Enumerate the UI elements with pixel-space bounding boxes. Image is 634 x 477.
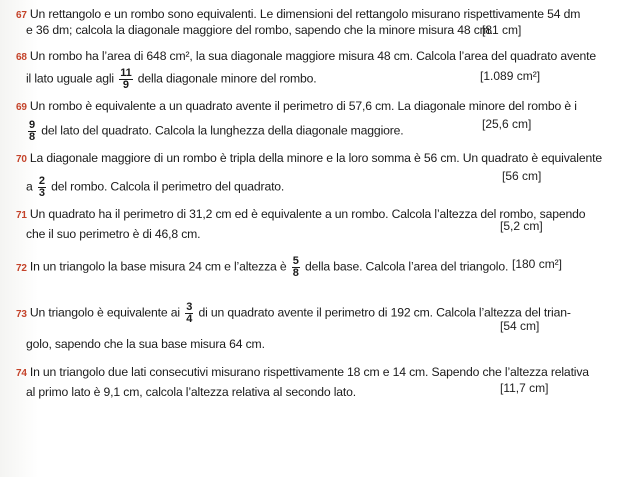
problem-72-line-1 [16, 256, 508, 279]
problem-71-line-2 [26, 226, 200, 242]
problem-text: della diagonale minore del rombo. [137, 71, 317, 86]
problem-text: a [26, 179, 33, 194]
problem-text: Un rettangolo e un rombo sono equivalenti. Le dimensioni del rettangolo misurano rispettivamente 54 dm [29, 7, 581, 21]
fraction: $\frac{9}{8}$ [29, 119, 35, 143]
problem-number: 74 [16, 368, 27, 379]
problem-73-line-1 [16, 302, 571, 325]
problem-number: 69 [16, 102, 27, 113]
problem-text: In un triangolo la base misura 24 cm e l’altezza è [29, 259, 287, 274]
problem-70-answer: [56 cm] [502, 169, 542, 183]
problem-text: golo, sapendo che la sua base misura 64 cm. [26, 337, 265, 351]
problem-67-line-2 [26, 22, 493, 38]
problem-text: che il suo perimetro è di 46,8 cm. [26, 227, 201, 241]
problem-text: della base. Calcola l’area del triangolo. [305, 259, 509, 274]
problem-text: il lato uguale agli [26, 71, 114, 86]
problem-74-line-2 [26, 384, 356, 400]
problem-number: 73 [16, 308, 27, 320]
problem-text: di un quadrato avente il perimetro di 192 cm. Calcola l’altezza del trian- [198, 305, 571, 320]
problem-68-line-2 [26, 68, 316, 91]
problem-text: e 36 dm; calcola la diagonale maggiore del rombo, sapendo che la minore misura 48 cm. [26, 23, 493, 37]
problem-text: La diagonale maggiore di un rombo è tripla della minore e la loro somma è 56 cm. Un quadrato è equivalente [29, 151, 602, 165]
fraction: $\frac{11}{9}$ [120, 67, 132, 91]
problem-74-answer: [11,7 cm] [500, 381, 549, 395]
problem-number: 70 [16, 154, 27, 165]
problem-text: del lato del quadrato. Calcola la lunghezza della diagonale maggiore. [41, 123, 404, 138]
problem-text: Un quadrato ha il perimetro di 31,2 cm ed è equivalente a un rombo. Calcola l’altezza del rombo, sapendo [29, 207, 586, 221]
problem-69-answer: [25,6 cm] [482, 117, 532, 131]
problem-68-line-1 [16, 48, 596, 66]
fraction: $\frac{2}{3}$ [38, 175, 45, 199]
problem-71-answer: [5,2 cm] [500, 219, 543, 233]
problem-70-line-2 [26, 176, 284, 199]
fraction: $\frac{5}{8}$ [292, 255, 299, 279]
problem-70-line-1 [16, 150, 602, 168]
problem-69-line-1 [16, 98, 577, 116]
problem-text: del rombo. Calcola il perimetro del quadrato. [51, 179, 285, 194]
problem-72-answer: [180 cm²] [512, 257, 563, 271]
problem-text: In un triangolo due lati consecutivi misurano rispettivamente 18 cm e 14 cm. Sapendo che l’altezza relativa [29, 365, 589, 379]
problem-67-answer: [81 cm] [482, 23, 522, 37]
problem-number: 67 [16, 10, 27, 21]
problem-text: Un triangolo è equivalente ai [29, 305, 180, 320]
problem-73-line-2 [26, 336, 265, 352]
problem-73-answer: [54 cm] [500, 319, 540, 333]
problem-text: Un rombo ha l’area di 648 cm², la sua diagonale maggiore misura 48 cm. Calcola l’area del quadrato avente [29, 49, 597, 63]
problem-text: Un rombo è equivalente a un quadrato avente il perimetro di 57,6 cm. La diagonale minore del rombo è i [29, 99, 577, 113]
problem-68-answer: [1.089 cm²] [480, 69, 541, 83]
problem-number: 68 [16, 52, 27, 63]
problem-number: 71 [16, 210, 27, 221]
fraction: $\frac{3}{4}$ [186, 301, 193, 325]
problem-text: al primo lato è 9,1 cm, calcola l’altezza relativa al secondo lato. [26, 385, 357, 399]
problem-number: 72 [16, 262, 27, 274]
problem-69-line-2 [26, 120, 404, 143]
